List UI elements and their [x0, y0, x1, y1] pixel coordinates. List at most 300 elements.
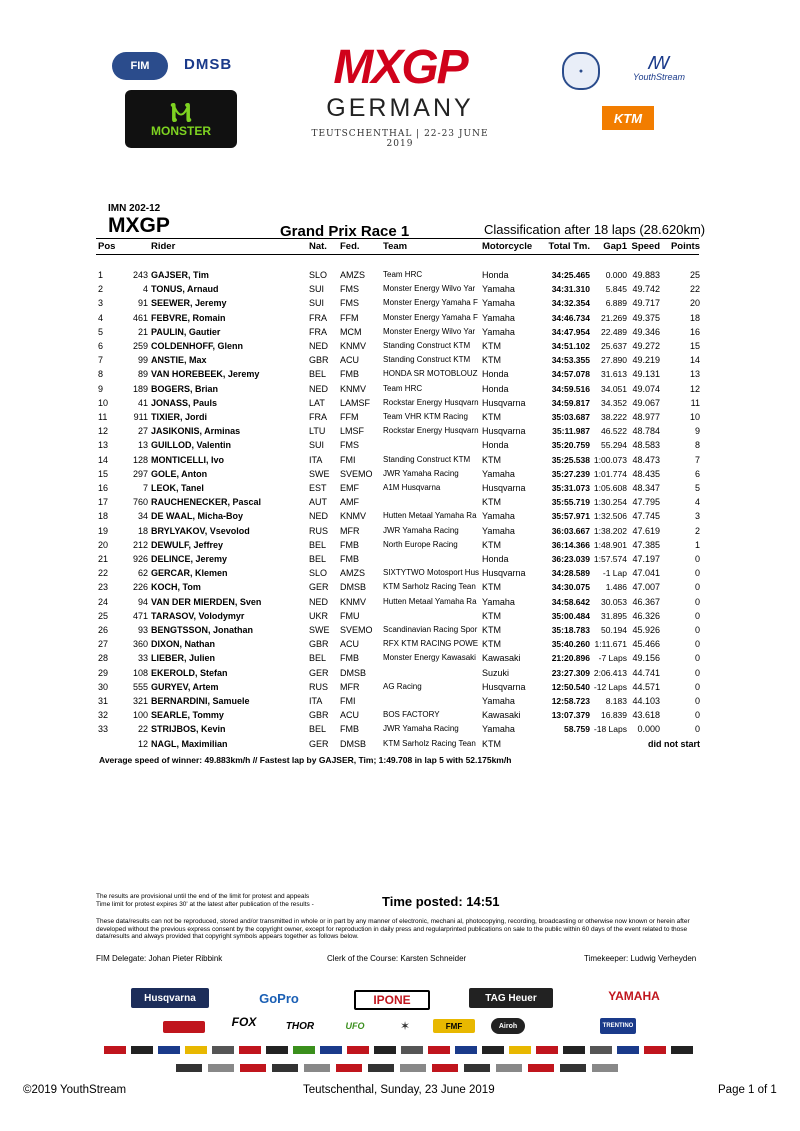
rider-fed: FFM: [340, 412, 359, 422]
rider-pos: 4: [98, 312, 104, 323]
sponsor-logo: [293, 1046, 315, 1054]
rider-number: 100: [132, 710, 148, 721]
rider-fed: MCM: [340, 326, 362, 337]
dns-status: did not start: [648, 738, 700, 749]
rider-nat: FRA: [309, 312, 327, 323]
rider-speed: 49.742: [632, 284, 660, 295]
rider-total-time: 34:30.075: [551, 582, 590, 593]
rider-points: 0: [694, 554, 700, 564]
fim-delegate: FIM Delegate: Johan Pieter Ribbink: [96, 954, 223, 963]
rider-pos: 10: [98, 397, 109, 408]
rider-pos: 16: [98, 483, 109, 493]
rider-motorcycle: KTM: [482, 639, 501, 650]
trentino-logo: TRENTINO: [600, 1018, 636, 1034]
rider-number: 243: [132, 270, 148, 280]
rider-name: LEOK, Tanel: [151, 483, 204, 493]
rider-nat: BEL: [309, 539, 327, 550]
clerk-of-course: Clerk of the Course: Karsten Schneider: [327, 954, 467, 963]
header-rule-bottom: [96, 254, 699, 255]
rider-fed: FFM: [340, 312, 359, 323]
rider-total-time: 34:31.310: [551, 284, 590, 295]
rider-name: GURYEV, Artem: [151, 681, 219, 692]
rider-number: 94: [137, 596, 148, 607]
rider-number: 62: [137, 568, 148, 579]
sponsor-logo: [131, 1046, 153, 1054]
rider-gap: 50.194: [601, 625, 627, 635]
rider-team: Team HRC: [383, 383, 423, 393]
sponsor-logo: [163, 1021, 205, 1033]
rider-name: COLDENHOFF, Glenn: [151, 341, 243, 351]
rider-total-time: 35:20.759: [551, 440, 590, 451]
rider-points: 11: [690, 397, 700, 408]
rider-pos: 9: [98, 383, 104, 394]
rider-nat: SLO: [309, 568, 328, 579]
rider-number: 321: [132, 696, 148, 706]
rider-motorcycle: Yamaha: [482, 284, 515, 295]
rider-nat: GER: [309, 582, 329, 593]
sponsor-logo: [320, 1046, 342, 1054]
rider-pos: 24: [98, 596, 109, 607]
rider-pos: 8: [98, 369, 104, 380]
rider-name: DE WAAL, Micha-Boy: [151, 511, 244, 522]
rider-pos: 15: [98, 468, 109, 479]
sponsor-logo: [158, 1046, 180, 1054]
rider-gap: 46.522: [601, 426, 627, 437]
rider-pos: 12: [98, 426, 109, 437]
rider-nat: LTU: [309, 426, 326, 437]
ufo-logo: UFO: [345, 1021, 365, 1031]
rider-team: JWR Yamaha Racing: [383, 724, 459, 734]
rider-name: VAN HOREBEEK, Jeremy: [151, 369, 260, 380]
rider-speed: 47.619: [632, 525, 660, 536]
rider-number: 259: [132, 341, 148, 351]
sponsor-logo: [509, 1046, 531, 1054]
rider-number: 22: [137, 724, 148, 735]
classification-note: Classification after 18 laps (28.620km): [484, 222, 706, 237]
rider-fed: ACU: [340, 710, 360, 721]
rider-gap: 1:05.608: [593, 483, 627, 493]
rider-nat: EST: [309, 483, 327, 493]
rider-number: 34: [137, 511, 148, 522]
rider-speed: 48.977: [632, 412, 660, 422]
rider-number: 4: [142, 284, 148, 295]
col-nat: Nat.: [309, 241, 327, 252]
rider-number: 212: [132, 539, 148, 550]
rider-gap: 25.637: [601, 341, 627, 351]
rider-number: 911: [133, 412, 148, 422]
rider-motorcycle: Kawasaki: [482, 653, 521, 664]
rider-pos: 18: [98, 511, 109, 522]
rider-points: 0: [694, 696, 700, 706]
rider-total-time: 35:27.239: [551, 468, 590, 479]
rider-gap: 27.890: [601, 355, 627, 366]
rider-name: JASIKONIS, Arminas: [151, 426, 241, 437]
rider-name: GERCAR, Klemen: [151, 568, 228, 579]
rider-fed: LAMSF: [340, 397, 371, 408]
rider-nat: ITA: [309, 454, 323, 465]
rider-team: BOS FACTORY: [383, 710, 440, 720]
rider-motorcycle: KTM: [482, 610, 501, 621]
rider-pos: 1: [98, 270, 104, 280]
tagheuer-logo: TAG Heuer: [469, 988, 553, 1008]
sponsor-logo: [239, 1046, 261, 1054]
rider-pos: 11: [98, 412, 108, 422]
sponsor-logo: [671, 1046, 693, 1054]
rider-team: Rockstar Energy Husqvarn: [383, 426, 479, 436]
rider-name: LIEBER, Julien: [151, 653, 216, 664]
rider-points: 3: [694, 511, 700, 522]
sponsor-logo: [528, 1064, 554, 1072]
rider-points: 2: [694, 525, 700, 536]
sponsor-logo: [400, 1064, 426, 1072]
sponsor-logo: [401, 1046, 423, 1054]
rider-name: TONUS, Arnaud: [151, 284, 219, 295]
sponsor-logo: [176, 1064, 202, 1072]
rider-points: 8: [694, 440, 700, 451]
mxgp-wordmark: MXGP: [333, 41, 467, 94]
rider-speed: 48.473: [632, 454, 660, 465]
rider-pos: 27: [98, 639, 109, 650]
rider-number: 93: [137, 625, 148, 635]
rider-speed: 49.131: [632, 369, 660, 380]
fim-logo: FIM: [112, 52, 168, 80]
rider-name: GOLE, Anton: [151, 468, 208, 479]
rider-points: 4: [694, 497, 700, 508]
rider-gap: 31.895: [601, 610, 627, 621]
rider-nat: BEL: [309, 554, 327, 564]
provisional-notice: [96, 893, 366, 908]
rider-total-time: 34:59.817: [551, 397, 590, 408]
rider-pos: 5: [98, 326, 104, 337]
rider-speed: 46.326: [632, 610, 660, 621]
sponsor-logo: [266, 1046, 288, 1054]
rider-team: Standing Construct KTM: [383, 355, 471, 365]
rider-points: 0: [694, 568, 700, 579]
rider-gap: 1:48.901: [593, 539, 627, 550]
copyright-line: ©2019 YouthStream: [23, 1084, 127, 1096]
rider-number: 471: [132, 610, 148, 621]
rider-nat: LAT: [309, 397, 325, 408]
rider-name: NAGL, Maximilian: [151, 738, 228, 749]
rider-number: 89: [137, 369, 148, 380]
rider-fed: AMF: [340, 497, 359, 508]
sponsor-logo: [185, 1046, 207, 1054]
rider-motorcycle: Honda: [482, 383, 509, 394]
sponsor-logo: [455, 1046, 477, 1054]
rider-number: 461: [132, 312, 148, 323]
copyright-disclaimer: These data/results can not be reproduced, stored and/or transmitted in whole or in part by any manner of electronic, mechani al, photocopying, recording, broadcasting or otherwise now known or herein after developed without the previous express consent by the copyright owner, except for reproduction in daily press and regularprinted publications on sale to the public within 60 days of the event related to those data/results and always provided that copyright symbols appears together as follows below.: [96, 918, 690, 940]
rider-points: 14: [689, 355, 700, 366]
rider-speed: 49.375: [632, 312, 660, 323]
rider-points: 1: [694, 539, 700, 550]
rider-total-time: 34:57.078: [551, 369, 590, 380]
monster-logo-text: MONSTER: [151, 124, 211, 138]
rider-nat: GBR: [309, 355, 329, 366]
rider-nat: SUI: [309, 440, 325, 451]
rider-gap: 55.294: [601, 440, 627, 451]
rider-name: BENGTSSON, Jonathan: [151, 625, 254, 635]
rider-fed: LMSF: [340, 426, 365, 437]
rider-speed: 43.618: [632, 710, 660, 721]
rider-fed: KNMV: [340, 596, 367, 607]
rider-pos: 31: [98, 696, 109, 706]
rider-motorcycle: KTM: [482, 497, 501, 508]
rider-team: JWR Yamaha Racing: [383, 468, 459, 478]
rider-pos: 19: [98, 525, 109, 536]
rider-motorcycle: Honda: [482, 440, 509, 451]
rider-nat: SWE: [309, 468, 330, 479]
rider-team: Monster Energy Wilvo Yar: [383, 326, 476, 336]
rider-pos: 17: [98, 497, 109, 508]
ipone-logo: IPONE: [354, 990, 430, 1010]
rider-nat: NED: [309, 383, 329, 394]
rider-team: Monster Energy Wilvo Yar: [383, 284, 476, 294]
rider-nat: SWE: [309, 625, 330, 635]
imn-code: IMN 202-12: [108, 203, 161, 214]
col-motorcycle: Motorcycle: [482, 241, 533, 252]
rider-nat: BEL: [309, 724, 327, 735]
sponsor-logo: [560, 1064, 586, 1072]
rider-pos: 13: [98, 440, 109, 451]
rider-name: SEARLE, Tommy: [151, 710, 224, 721]
rider-gap: 2:06.413: [593, 667, 627, 678]
rider-total-time: 21:20.896: [551, 653, 590, 664]
rider-points: 0: [694, 596, 700, 607]
rider-gap: 34.051: [601, 383, 627, 394]
rider-gap: -1 Lap: [602, 568, 627, 579]
sponsor-logo: [374, 1046, 396, 1054]
rider-name: FEBVRE, Romain: [151, 312, 226, 323]
rider-gap: 1:11.671: [594, 639, 627, 650]
rider-pos: 29: [98, 667, 109, 678]
rider-motorcycle: Husqvarna: [482, 426, 526, 437]
rider-points: 0: [694, 724, 700, 735]
rider-motorcycle: Yamaha: [482, 298, 515, 309]
race-summary: Average speed of winner: 49.883km/h // Fastest lap by GAJSER, Tim; 1:49.708 in lap 5 with 52.175km/h: [99, 755, 512, 765]
rider-fed: SVEMO: [340, 468, 373, 479]
rider-speed: 48.784: [632, 426, 660, 437]
rider-name: EKEROLD, Stefan: [151, 667, 228, 678]
rider-team: AG Racing: [383, 681, 422, 691]
rider-speed: 49.156: [632, 653, 660, 664]
rider-team: North Europe Racing: [383, 539, 458, 549]
rider-points: 0: [694, 625, 700, 635]
rider-number: 926: [132, 554, 148, 564]
rider-total-time: 34:28.589: [551, 568, 590, 579]
event-country: GERMANY: [326, 94, 474, 122]
rider-team: Monster Energy Yamaha F: [383, 312, 478, 322]
rider-name: KOCH, Tom: [151, 582, 201, 593]
rider-number: 33: [137, 653, 148, 664]
monster-energy-logo: [125, 90, 237, 148]
rider-name: PAULIN, Gautier: [151, 326, 221, 337]
rider-nat: GER: [309, 738, 329, 749]
rider-points: 9: [694, 426, 700, 437]
sponsor-logo: [644, 1046, 666, 1054]
rider-nat: RUS: [309, 681, 329, 692]
rider-fed: DMSB: [340, 582, 367, 593]
rider-pos: 14: [98, 454, 109, 465]
rider-speed: 44.571: [632, 681, 660, 692]
rider-motorcycle: Yamaha: [482, 326, 515, 337]
rider-points: 10: [689, 412, 700, 422]
provisional-line-2: Time limit for protest expires 30' at the latest after publication of the results -: [96, 900, 314, 908]
rider-name: MONTICELLI, Ivo: [151, 454, 224, 465]
gopro-logo: GoPro: [259, 990, 299, 1006]
rider-pos: 7: [98, 355, 104, 366]
rider-total-time: 35:31.073: [551, 483, 590, 493]
rider-name: RAUCHENECKER, Pascal: [151, 497, 262, 508]
rider-total-time: 34:58.642: [551, 596, 590, 607]
rider-gap: 22.489: [601, 326, 627, 337]
sponsor-logo: [428, 1046, 450, 1054]
rider-points: 13: [689, 369, 700, 380]
rider-speed: 44.741: [632, 667, 660, 678]
rider-fed: FMI: [340, 696, 356, 706]
rider-total-time: 34:25.465: [551, 270, 590, 280]
rider-nat: UKR: [309, 610, 329, 621]
rider-nat: SUI: [309, 298, 325, 309]
rider-gap: 31.613: [601, 369, 627, 380]
rider-nat: GBR: [309, 639, 329, 650]
rider-pos: 22: [98, 568, 109, 579]
rider-fed: FMB: [340, 369, 359, 380]
category-title: MXGP: [108, 214, 170, 237]
rider-total-time: 35:18.783: [551, 625, 590, 635]
rider-speed: 47.007: [632, 582, 660, 593]
rider-gap: 5.845: [605, 284, 627, 295]
rider-fed: FMS: [340, 298, 359, 309]
event-venue-date: TEUTSCHENTHAL | 22-23 JUNE 2019: [311, 129, 489, 149]
col-pos: Pos: [98, 241, 116, 252]
husqvarna-logo: Husqvarna: [131, 988, 209, 1008]
rider-fed: KNMV: [340, 383, 367, 394]
rider-speed: 49.067: [632, 397, 660, 408]
rider-speed: 47.197: [632, 554, 660, 564]
rider-number: 128: [132, 454, 148, 465]
rider-motorcycle: KTM: [482, 738, 501, 749]
rider-team: A1M Husqvarna: [383, 483, 441, 492]
rider-motorcycle: Yamaha: [482, 596, 515, 607]
rider-name: ANSTIE, Max: [151, 355, 207, 366]
rider-pos: 30: [98, 681, 109, 692]
page-number: Page 1 of 1: [718, 1084, 777, 1096]
rider-speed: 44.103: [632, 696, 660, 706]
rider-motorcycle: Husqvarna: [482, 681, 526, 692]
sponsor-logo: [482, 1046, 504, 1054]
rider-fed: FMS: [340, 284, 359, 295]
sponsor-logo: [212, 1046, 234, 1054]
rider-gap: 1:01.774: [593, 468, 627, 479]
rider-motorcycle: Honda: [482, 369, 509, 380]
rider-team: HONDA SR MOTOBLOUZ: [383, 369, 478, 379]
rider-team: JWR Yamaha Racing: [383, 525, 459, 535]
rider-number: 27: [137, 426, 148, 437]
rider-motorcycle: KTM: [482, 625, 501, 635]
rider-speed: 49.219: [632, 355, 660, 366]
rider-speed: 45.466: [632, 639, 660, 650]
rider-pos: 6: [98, 341, 104, 351]
rider-motorcycle: Suzuki: [482, 667, 510, 678]
youthstream-logo: [624, 50, 694, 86]
rider-gap: 1:30.254: [593, 497, 627, 508]
rider-total-time: 13:07.379: [551, 710, 590, 721]
rider-speed: 0.000: [637, 724, 660, 735]
rider-name: BOGERS, Brian: [151, 383, 219, 394]
race-title: Grand Prix Race 1: [280, 223, 410, 240]
sponsor-logo: [240, 1064, 266, 1072]
rider-number: 12: [137, 738, 148, 749]
rider-speed: 49.717: [632, 298, 660, 309]
rider-number: 360: [132, 639, 148, 650]
rider-name: DIXON, Nathan: [151, 639, 216, 650]
rider-total-time: 35:40.260: [551, 639, 590, 650]
rider-points: 0: [694, 582, 700, 593]
rider-motorcycle: Yamaha: [482, 511, 515, 522]
rider-speed: 48.435: [632, 468, 660, 479]
rider-number: 91: [137, 298, 148, 309]
rider-fed: FMI: [340, 454, 356, 465]
rider-motorcycle: Husqvarna: [482, 397, 526, 408]
rider-team: Standing Construct KTM: [383, 454, 471, 464]
rider-speed: 46.367: [632, 596, 660, 607]
sponsor-logo: [617, 1046, 639, 1054]
rider-motorcycle: Husqvarna: [482, 568, 526, 579]
col-points: Points: [670, 241, 700, 252]
rider-pos: 3: [98, 298, 104, 309]
rider-nat: RUS: [309, 525, 329, 536]
rider-speed: 47.041: [632, 568, 660, 579]
rider-motorcycle: Yamaha: [482, 468, 515, 479]
rider-total-time: 34:32.354: [551, 298, 590, 309]
rider-speed: 49.074: [632, 383, 660, 394]
sponsor-logo: [368, 1064, 394, 1072]
rider-points: 0: [694, 667, 700, 678]
rider-total-time: 35:11.987: [552, 426, 590, 437]
rider-fed: ACU: [340, 639, 360, 650]
header-rule-top: [96, 238, 699, 239]
rider-fed: AMZS: [340, 568, 366, 579]
rider-pos: 33: [98, 724, 109, 735]
rider-gap: 38.222: [601, 412, 627, 422]
time-posted: Time posted: 14:51: [382, 894, 500, 909]
rider-points: 22: [689, 284, 700, 295]
rider-number: 21: [137, 326, 148, 337]
rider-points: 5: [694, 483, 700, 493]
sponsor-logo: [542, 1019, 588, 1033]
rider-speed: 48.583: [632, 440, 660, 451]
rider-number: 297: [132, 468, 148, 479]
rider-total-time: 35:55.719: [551, 497, 590, 508]
rider-points: 6: [694, 468, 700, 479]
rider-points: 15: [689, 341, 700, 351]
col-team: Team: [383, 241, 408, 252]
rider-fed: FMB: [340, 539, 359, 550]
rider-fed: ACU: [340, 355, 360, 366]
yamaha-logo: YAMAHA: [608, 989, 660, 1003]
rider-gap: 1.486: [605, 582, 627, 593]
rider-fed: FMB: [340, 653, 359, 664]
rider-name: JONASS, Pauls: [151, 397, 218, 408]
rider-total-time: 35:03.687: [551, 412, 590, 422]
fmf-logo: FMF: [433, 1019, 475, 1033]
rider-gap: 6.889: [605, 298, 627, 309]
rider-nat: SLO: [309, 270, 328, 280]
rider-total-time: 36:14.366: [551, 539, 590, 550]
rider-speed: 47.795: [632, 497, 660, 508]
rider-total-time: 35:00.484: [551, 610, 590, 621]
rider-name: DELINCE, Jeremy: [151, 554, 228, 564]
